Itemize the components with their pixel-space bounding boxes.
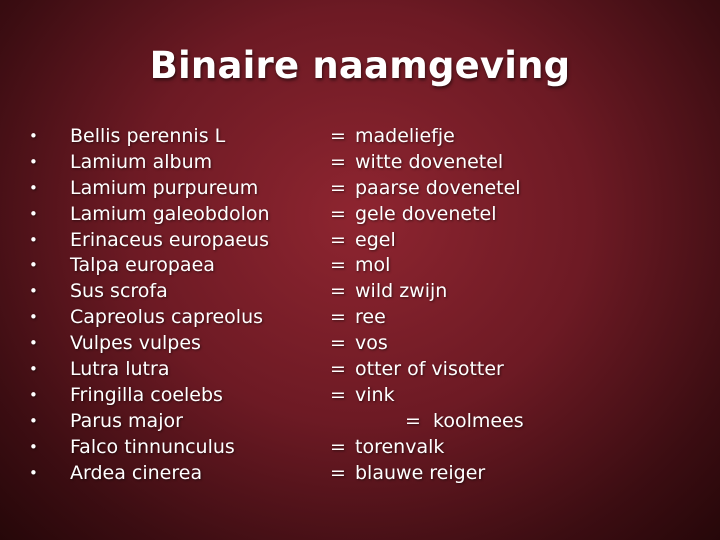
latin-name: Talpa europaea	[70, 254, 215, 277]
dutch-name: mol	[355, 254, 391, 277]
dutch-name: witte dovenetel	[355, 150, 504, 173]
dutch-name: blauwe reiger	[355, 461, 486, 484]
bullet-icon: •	[29, 152, 38, 171]
latin-name: Erinaceus europaeus	[70, 228, 269, 251]
bullet-icon: •	[29, 360, 38, 379]
list-item	[0, 279, 720, 305]
bullet-icon: •	[29, 256, 38, 275]
list-item	[0, 461, 720, 487]
latin-name: Fringilla coelebs	[70, 383, 223, 406]
dutch-name: wild zwijn	[355, 280, 448, 303]
latin-name: Vulpes vulpes	[70, 332, 201, 355]
dutch-name: paarse dovenetel	[355, 176, 521, 199]
dutch-name: ree	[355, 306, 386, 329]
equals-sign: =	[330, 254, 346, 277]
bullet-icon: •	[29, 385, 38, 404]
equals-sign: =	[330, 435, 346, 458]
latin-name: Sus scrofa	[70, 280, 168, 303]
species-list	[0, 124, 720, 486]
bullet-icon: •	[29, 334, 38, 353]
equals-sign: =	[330, 202, 346, 225]
dutch-name: = koolmees	[405, 409, 524, 432]
list-item	[0, 305, 720, 331]
bullet-icon: •	[29, 178, 38, 197]
list-item	[0, 150, 720, 176]
slide-title: Binaire naamgeving	[149, 44, 571, 87]
bullet-icon: •	[29, 411, 38, 430]
equals-sign: =	[330, 280, 346, 303]
dutch-name: otter of visotter	[355, 358, 504, 381]
equals-sign: =	[330, 461, 346, 484]
latin-name: Bellis perennis L	[70, 125, 226, 147]
latin-name: Capreolus capreolus	[70, 306, 264, 329]
list-item	[0, 331, 720, 357]
bullet-icon: •	[29, 463, 38, 482]
dutch-name: vink	[355, 383, 395, 406]
list-item	[0, 202, 720, 228]
list-item	[0, 228, 720, 254]
latin-name: Ardea cinerea	[70, 461, 203, 484]
bullet-icon: •	[29, 437, 38, 456]
latin-name: Lamium purpureum	[70, 176, 259, 199]
equals-sign: =	[330, 176, 346, 199]
equals-sign: =	[330, 228, 346, 251]
bullet-icon: •	[29, 282, 38, 301]
latin-name: Parus major	[70, 409, 183, 432]
latin-name: Lamium album	[70, 150, 213, 173]
list-item	[0, 176, 720, 202]
equals-sign: =	[330, 383, 346, 406]
bullet-icon: •	[29, 230, 38, 249]
bullet-icon: •	[29, 127, 38, 145]
dutch-name: torenvalk	[355, 435, 445, 458]
equals-sign: =	[330, 332, 346, 355]
list-item	[0, 357, 720, 383]
latin-name: Lamium galeobdolon	[70, 202, 270, 225]
list-item	[0, 409, 720, 435]
equals-sign: =	[330, 150, 346, 173]
equals-sign: =	[330, 125, 346, 147]
bullet-icon: •	[29, 308, 38, 327]
list-item	[0, 124, 720, 150]
list-item	[0, 383, 720, 409]
latin-name: Falco tinnunculus	[70, 435, 235, 458]
equals-sign: =	[330, 306, 346, 329]
dutch-name: gele dovenetel	[355, 202, 497, 225]
list-item	[0, 253, 720, 279]
dutch-name: vos	[355, 332, 388, 355]
bullet-icon: •	[29, 204, 38, 223]
equals-sign: =	[330, 358, 346, 381]
latin-name: Lutra lutra	[70, 358, 170, 381]
dutch-name: madeliefje	[355, 125, 455, 147]
dutch-name: egel	[355, 228, 396, 251]
list-item	[0, 435, 720, 461]
